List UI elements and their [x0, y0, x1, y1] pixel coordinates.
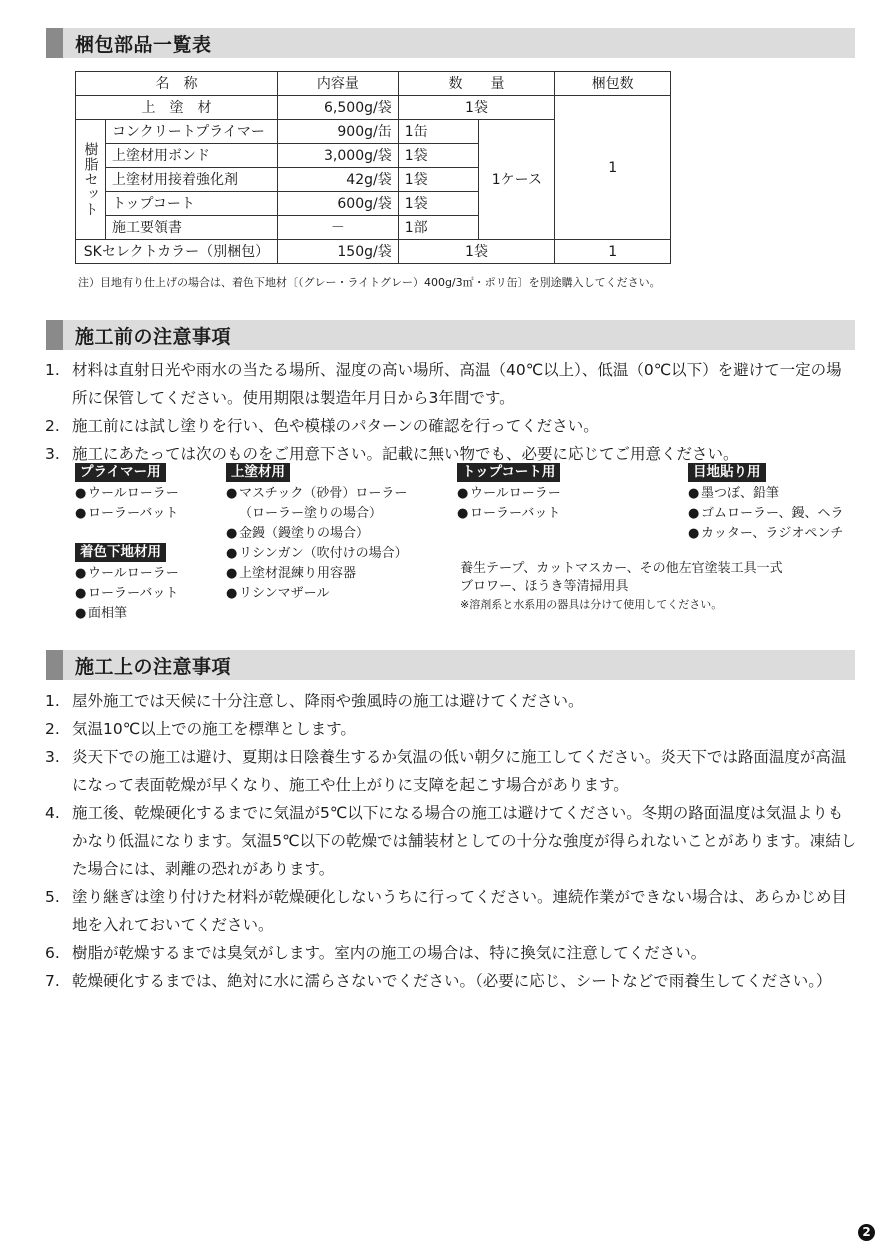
item-number: 1. — [45, 692, 60, 710]
item-text: 樹脂が乾燥するまでは臭気がします。室内の施工の場合は、特に換気に注意してください。 — [72, 944, 707, 962]
table-row — [76, 240, 671, 264]
tool-item: ● リシンガン（吹付けの場合） — [226, 546, 408, 561]
tool-label: 着色下地材用 — [75, 543, 166, 562]
section-title-before: 施工前の注意事項 — [75, 325, 232, 348]
tool-group-topcoat — [457, 463, 561, 524]
cell-qty: 1袋 — [398, 96, 555, 120]
section-header-during — [46, 650, 855, 680]
misc-note: ※溶剤系と水系用の器具は分けて使用してください。 — [460, 598, 723, 611]
cell-content: 42g/袋 — [277, 168, 398, 192]
header-content: 内容量 — [277, 72, 398, 96]
cell-qty: 1袋 — [398, 144, 479, 168]
tool-item: ● ウールローラー — [457, 486, 561, 501]
table-row — [76, 96, 671, 120]
item-text: 屋外施工では天候に十分注意し、降雨や強風時の施工は避けてください。 — [72, 692, 584, 710]
tool-item: ● リシンマザール — [226, 586, 330, 601]
tool-label: 上塗材用 — [226, 463, 290, 482]
cell-pack: 1 — [555, 96, 671, 240]
tool-group-coat — [226, 463, 408, 604]
misc-line: ブロワー、ほうき等清掃用具 — [460, 579, 629, 594]
section-header-parts — [46, 28, 855, 58]
cell-qty: 1袋 — [398, 240, 555, 264]
cell-pack: 1 — [555, 240, 671, 264]
cell-name: トップコート — [105, 192, 277, 216]
section-header-bar — [46, 650, 63, 680]
tool-group-joint — [688, 463, 843, 544]
misc-tools — [460, 560, 783, 614]
section-header-bar — [46, 320, 63, 350]
tool-group-primer — [75, 463, 179, 524]
item-text: 施工にあたっては次のものをご用意下さい。記載に無い物でも、必要に応じてご用意ください。 — [72, 445, 739, 463]
cell-content: － — [277, 216, 398, 240]
tool-item: ● 墨つぼ、鉛筆 — [688, 486, 780, 501]
tool-label: 目地貼り用 — [688, 463, 766, 482]
list-item — [45, 799, 857, 883]
tool-item: ● 上塗材混練り用容器 — [226, 566, 357, 581]
item-number: 5. — [45, 888, 60, 906]
cell-name: 上塗材用接着強化剤 — [105, 168, 277, 192]
tool-item: ● 金鏝（鏝塗りの場合） — [226, 526, 370, 541]
section-header-bar — [46, 28, 63, 58]
item-number: 7. — [45, 972, 60, 990]
during-list — [45, 687, 857, 995]
item-text: 材料は直射日光や雨水の当たる場所、湿度の高い場所、高温（40℃以上）、低温（0℃以下）を避けて一定の場所に保管してください。使用期限は製造年月日から3年間です。 — [72, 361, 842, 407]
item-number: 4. — [45, 804, 60, 822]
cell-case: 1ケース — [479, 120, 555, 240]
cell-qty: 1缶 — [398, 120, 479, 144]
tool-item: ● ウールローラー — [75, 486, 179, 501]
cell-content: 3,000g/袋 — [277, 144, 398, 168]
tool-group-base — [75, 543, 179, 624]
parts-table — [75, 71, 671, 264]
cell-name: コンクリートプライマー — [105, 120, 277, 144]
tool-label: プライマー用 — [75, 463, 166, 482]
item-text: 気温10℃以上での施工を標準とします。 — [72, 720, 356, 738]
resin-set-label: 樹脂セット — [76, 120, 106, 240]
cell-qty: 1袋 — [398, 192, 479, 216]
cell-content: 900g/缶 — [277, 120, 398, 144]
table-note: 注）目地有り仕上げの場合は、着色下地材〔（グレー・ライトグレー）400g/3㎡・ポリ缶〕を別途購入してください。 — [78, 276, 661, 289]
item-number: 3. — [45, 748, 60, 766]
list-item — [45, 356, 857, 412]
tool-item: ● カッター、ラジオペンチ — [688, 526, 844, 541]
header-name: 名 称 — [76, 72, 278, 96]
item-number: 2. — [45, 720, 60, 738]
cell-qty: 1部 — [398, 216, 479, 240]
tool-item: ● ローラーバット — [75, 506, 179, 521]
cell-name: 施工要領書 — [105, 216, 277, 240]
item-text: 施工後、乾燥硬化するまでに気温が5℃以下になる場合の施工は避けてください。冬期の路面温度は気温よりもかなり低温になります。気温5℃以下の乾燥では舗装材としての十分な強度が得られないことがあります。凍結した場合には、剥離の恐れがあります。 — [72, 804, 857, 878]
item-number: 3. — [45, 445, 60, 463]
item-number: 2. — [45, 417, 60, 435]
cell-content: 600g/袋 — [277, 192, 398, 216]
item-text: 乾燥硬化するまでは、絶対に水に濡らさないでください。（必要に応じ、シートなどで雨養生してください。） — [72, 972, 832, 990]
item-text: 施工前には試し塗りを行い、色や模様のパターンの確認を行ってください。 — [72, 417, 599, 435]
tool-item: ● ゴムローラー、鏝、ヘラ — [688, 506, 844, 521]
cell-name: SKセレクトカラー（別梱包） — [76, 240, 278, 264]
tool-item: （ローラー塗りの場合） — [239, 506, 383, 521]
list-item — [45, 883, 857, 939]
tool-item: ● ウールローラー — [75, 566, 179, 581]
item-text: 塗り継ぎは塗り付けた材料が乾燥硬化しないうちに行ってください。連続作業ができない場合は、あらかじめ目地を入れておいてください。 — [72, 888, 848, 934]
before-list — [45, 356, 857, 468]
page-number: 2 — [858, 1224, 875, 1241]
list-item — [45, 967, 857, 995]
cell-content: 150g/袋 — [277, 240, 398, 264]
list-item — [45, 687, 857, 715]
item-number: 6. — [45, 944, 60, 962]
tool-item: ● ローラーバット — [457, 506, 561, 521]
list-item — [45, 412, 857, 440]
tool-label: トップコート用 — [457, 463, 560, 482]
tool-item: ● マスチック（砂骨）ローラー — [226, 486, 408, 501]
item-text: 炎天下での施工は避け、夏期は日陰養生するか気温の低い朝夕に施工してください。炎天下では路面温度が高温になって表面乾燥が早くなり、施工や仕上がりに支障を起こす場合があります。 — [72, 748, 847, 794]
table-header-row — [76, 72, 671, 96]
item-number: 1. — [45, 361, 60, 379]
list-item — [45, 743, 857, 799]
cell-qty: 1袋 — [398, 168, 479, 192]
list-item — [45, 939, 857, 967]
tool-item: ● 面相筆 — [75, 606, 128, 621]
section-title-parts: 梱包部品一覧表 — [75, 33, 212, 56]
section-title-during: 施工上の注意事項 — [75, 655, 232, 678]
header-qty: 数 量 — [398, 72, 555, 96]
section-header-before — [46, 320, 855, 350]
header-pack: 梱包数 — [555, 72, 671, 96]
cell-name: 上塗材用ボンド — [105, 144, 277, 168]
tool-item: ● ローラーバット — [75, 586, 179, 601]
cell-content: 6,500g/袋 — [277, 96, 398, 120]
misc-line: 養生テープ、カットマスカー、その他左官塗装工具一式 — [460, 561, 783, 576]
list-item — [45, 715, 857, 743]
cell-name: 上 塗 材 — [76, 96, 278, 120]
